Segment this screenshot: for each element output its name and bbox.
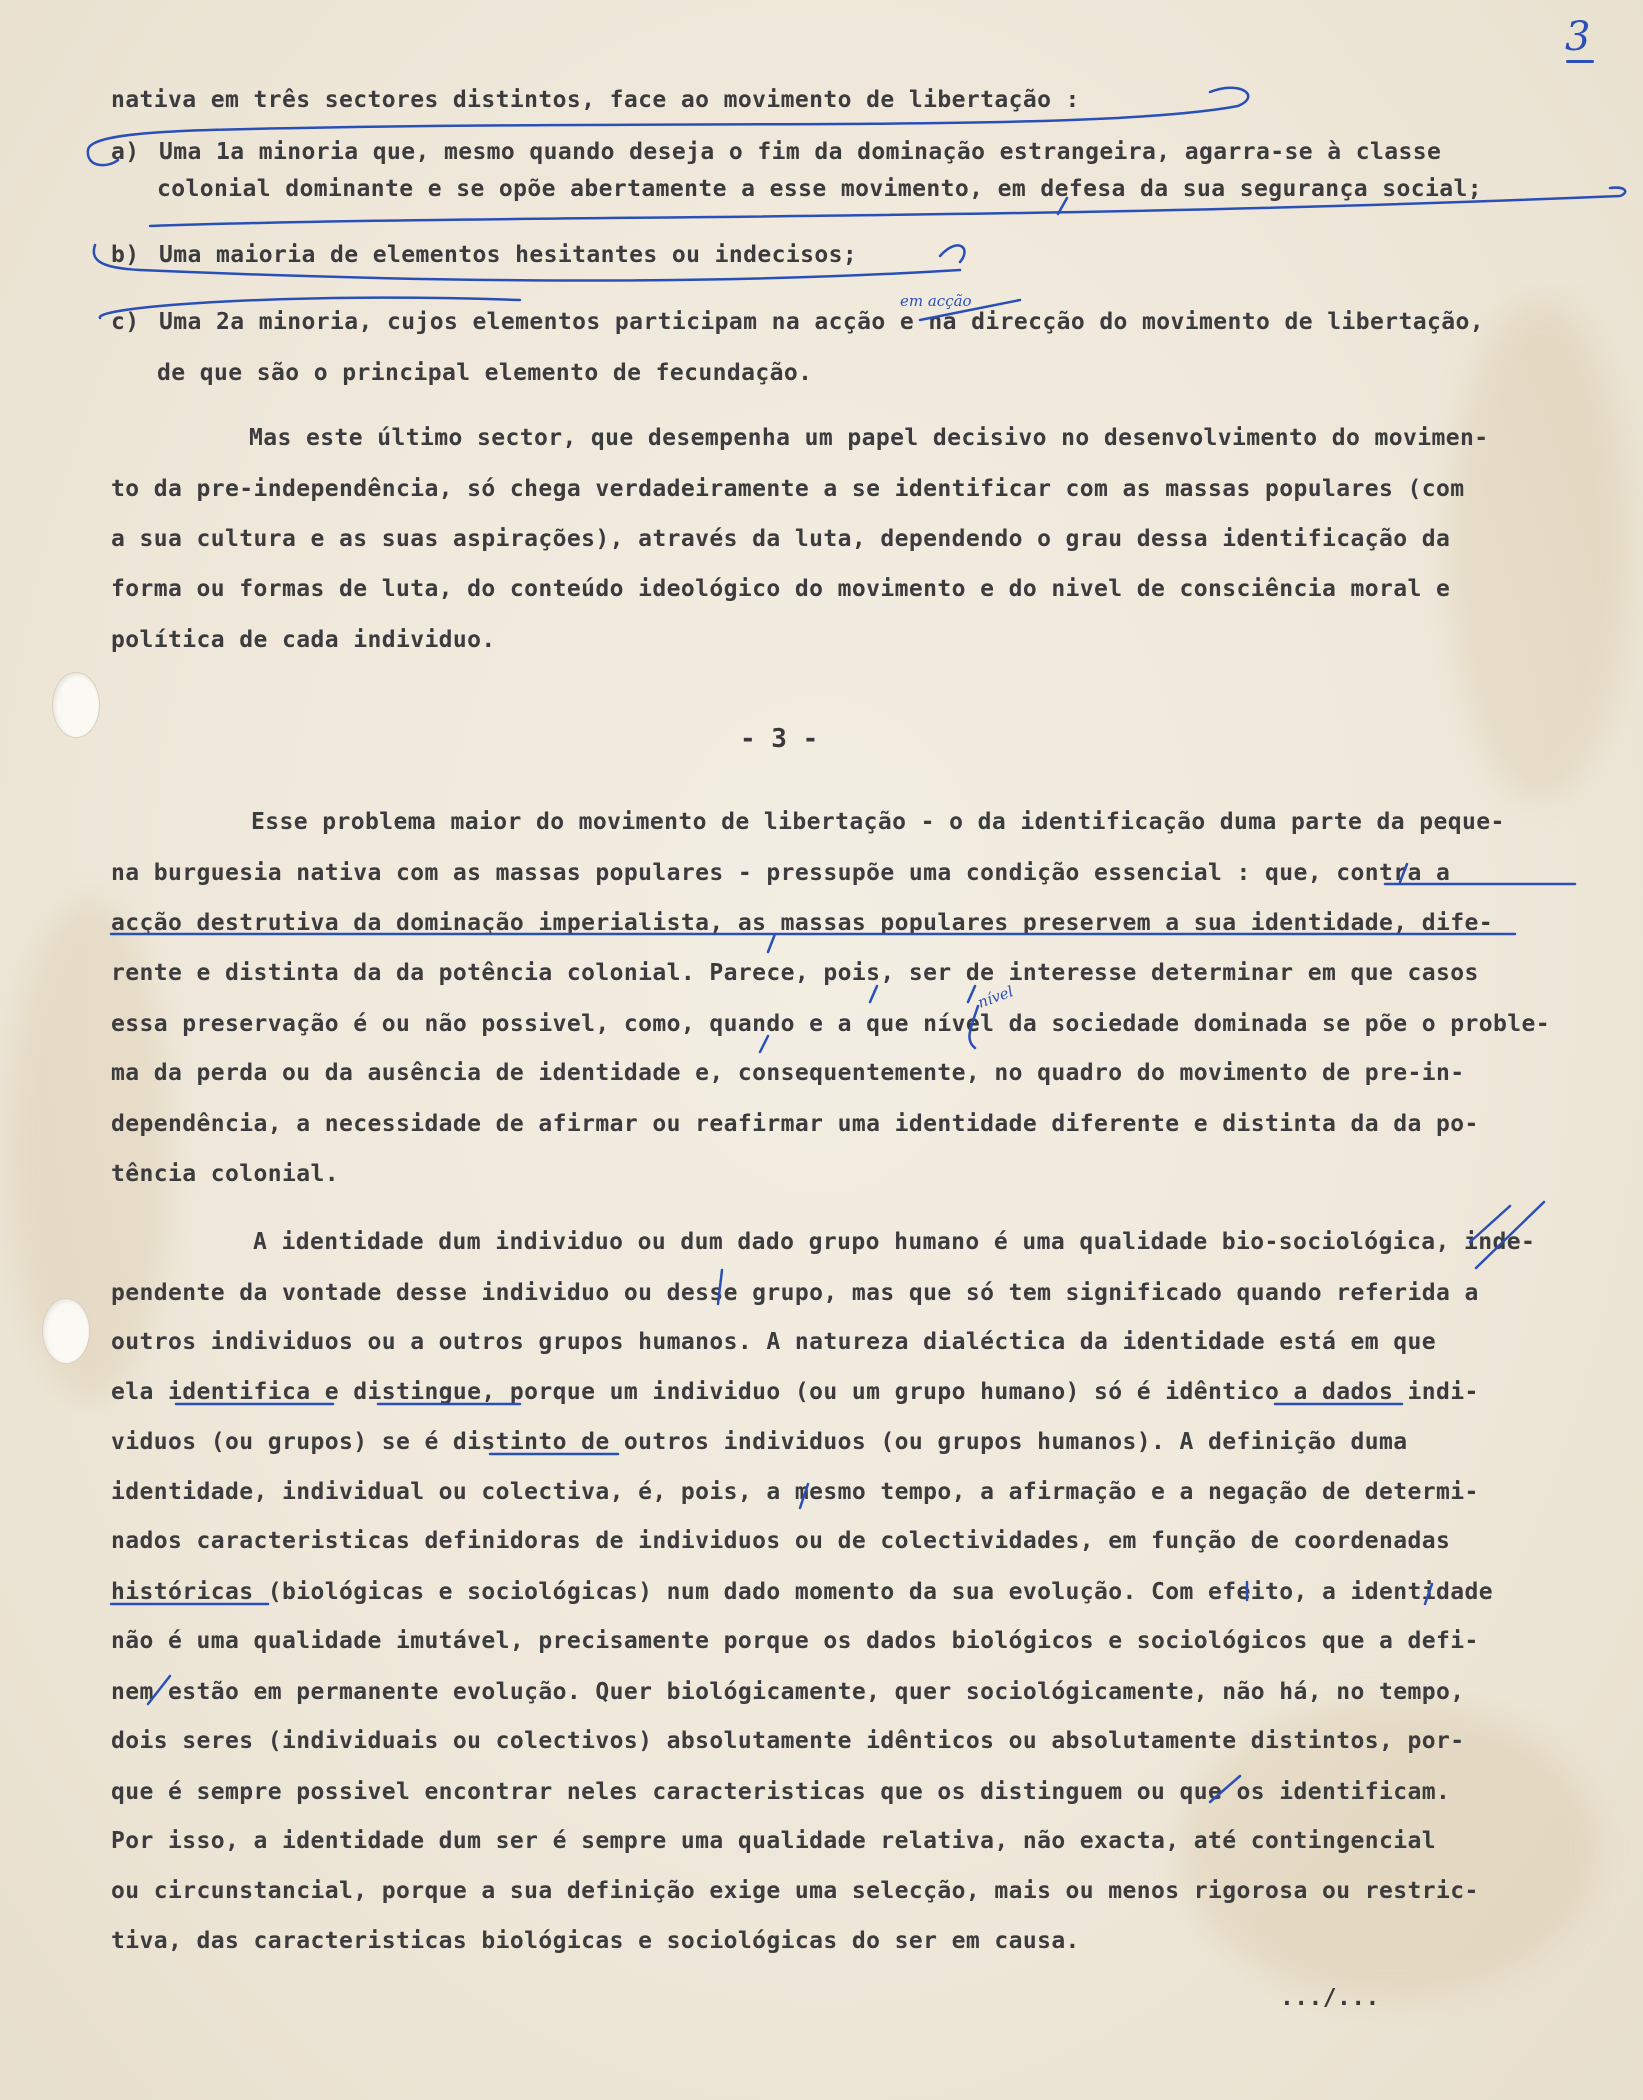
- para3-line: A identidade dum individuo ou dum dado grupo humano é uma qualidade bio-sociológica, inde-: [253, 1229, 1536, 1255]
- para3-line: ou circunstancial, porque a sua definição exige uma selecção, mais ou menos rigorosa ou restric-: [111, 1878, 1479, 1904]
- para3-line: tiva, das caracteristicas biológicas e sociológicas do ser em causa.: [111, 1928, 1080, 1954]
- intro-line: nativa em três sectores distintos, face ao movimento de libertação :: [111, 87, 1080, 113]
- ink-caret: [768, 934, 775, 952]
- para1-line: forma ou formas de luta, do conteúdo ideológico do movimento e do nivel de consciência moral e: [111, 576, 1451, 602]
- para1-line: Mas este último sector, que desempenha um papel decisivo no desenvolvimento do movimen-: [249, 425, 1489, 451]
- para1-line: a sua cultura e as suas aspirações), através da luta, dependendo o grau dessa identificação da: [111, 526, 1451, 552]
- ink-caret: [870, 986, 877, 1002]
- para3-line: dois seres (individuais ou colectivos) absolutamente idênticos ou absolutamente distintos, por-: [111, 1728, 1465, 1754]
- section-number: - 3 -: [740, 724, 819, 754]
- ink-caret: [968, 986, 975, 1002]
- ink-caret: [760, 1036, 768, 1052]
- para3-line: outros individuos ou a outros grupos humanos. A natureza dialéctica da identidade está em que: [111, 1329, 1436, 1355]
- handwritten-page-number: 3: [1565, 14, 1591, 60]
- item-marker: b): [111, 242, 140, 268]
- para2-line: ma da perda ou da ausência de identidade e, consequentemente, no quadro do movimento de pre-in-: [111, 1060, 1465, 1086]
- punch-hole: [42, 1298, 90, 1364]
- para2-line: acção destrutiva da dominação imperialista, as massas populares preservem a sua identidade, dife-: [111, 910, 1493, 936]
- para2-line: tência colonial.: [111, 1161, 339, 1187]
- ink-insertion-text: em acção: [900, 292, 972, 310]
- para2-line: na burguesia nativa com as massas populares - pressupõe uma condição essencial : que, contra a: [111, 860, 1451, 886]
- para3-line: identidade, individual ou colectiva, é, pois, a mesmo tempo, a afirmação e a negação de determi-: [111, 1479, 1479, 1505]
- list-item-b: [111, 242, 857, 268]
- para1-line: to da pre-independência, só chega verdadeiramente a se identificar com as massas populares (com: [111, 476, 1465, 502]
- para3-line: nem estão em permanente evolução. Quer biológicamente, quer sociológicamente, não há, no tempo,: [111, 1679, 1465, 1705]
- paper-stain: [1450, 300, 1630, 800]
- list-item-c-cont: de que são o principal elemento de fecundação.: [157, 360, 813, 386]
- item-marker: a): [111, 139, 140, 165]
- item-text: Uma maioria de elementos hesitantes ou indecisos;: [159, 242, 858, 268]
- list-item-c: [111, 309, 1484, 335]
- punch-hole: [52, 672, 100, 738]
- para2-line: Esse problema maior do movimento de libertação - o da identificação duma parte da peque-: [251, 809, 1505, 835]
- para2-line: rente e distinta da da potência colonial. Parece, pois, ser de interesse determinar em que casos: [111, 960, 1479, 986]
- para3-line: ela identifica e distingue, porque um individuo (ou um grupo humano) só é idêntico a dados indi-: [111, 1379, 1479, 1405]
- para3-line: não é uma qualidade imutável, precisamente porque os dados biológicos e sociológicos que a defi-: [111, 1628, 1479, 1654]
- para3-line: Por isso, a identidade dum ser é sempre uma qualidade relativa, não exacta, até contingencial: [111, 1828, 1436, 1854]
- para3-line: que é sempre possivel encontrar neles caracteristicas que os distinguem ou que os identificam.: [111, 1779, 1451, 1805]
- page-number-underline: [1566, 60, 1594, 63]
- ink-insertion-text: nível: [975, 982, 1016, 1012]
- continuation-mark: .../...: [1280, 1985, 1380, 2011]
- item-marker: c): [111, 309, 140, 335]
- list-item-a-cont: colonial dominante e se opõe abertamente a esse movimento, em defesa da sua segurança social;: [157, 176, 1482, 202]
- list-item-a: [111, 139, 1441, 165]
- para3-line: pendente da vontade desse individuo ou desse grupo, mas que só tem significado quando referida a: [111, 1280, 1479, 1306]
- para2-line: dependência, a necessidade de afirmar ou reafirmar uma identidade diferente e distinta da da po-: [111, 1111, 1479, 1137]
- para3-line: históricas (biológicas e sociológicas) num dado momento da sua evolução. Com efeito, a identidade: [111, 1579, 1493, 1605]
- para3-line: viduos (ou grupos) se é distinto de outros individuos (ou grupos humanos). A definição duma: [111, 1429, 1408, 1455]
- para3-line: nados caracteristicas definidoras de individuos ou de colectividades, em função de coordenadas: [111, 1528, 1451, 1554]
- para2-line: essa preservação é ou não possivel, como, quando e a que nível da sociedade dominada se põe o proble-: [111, 1011, 1550, 1037]
- item-text: Uma 1a minoria que, mesmo quando deseja o fim da dominação estrangeira, agarra-se à classe: [159, 139, 1442, 165]
- item-text: Uma 2a minoria, cujos elementos participam na acção e na direcção do movimento de libertação,: [159, 309, 1484, 335]
- para1-line: política de cada individuo.: [111, 627, 496, 653]
